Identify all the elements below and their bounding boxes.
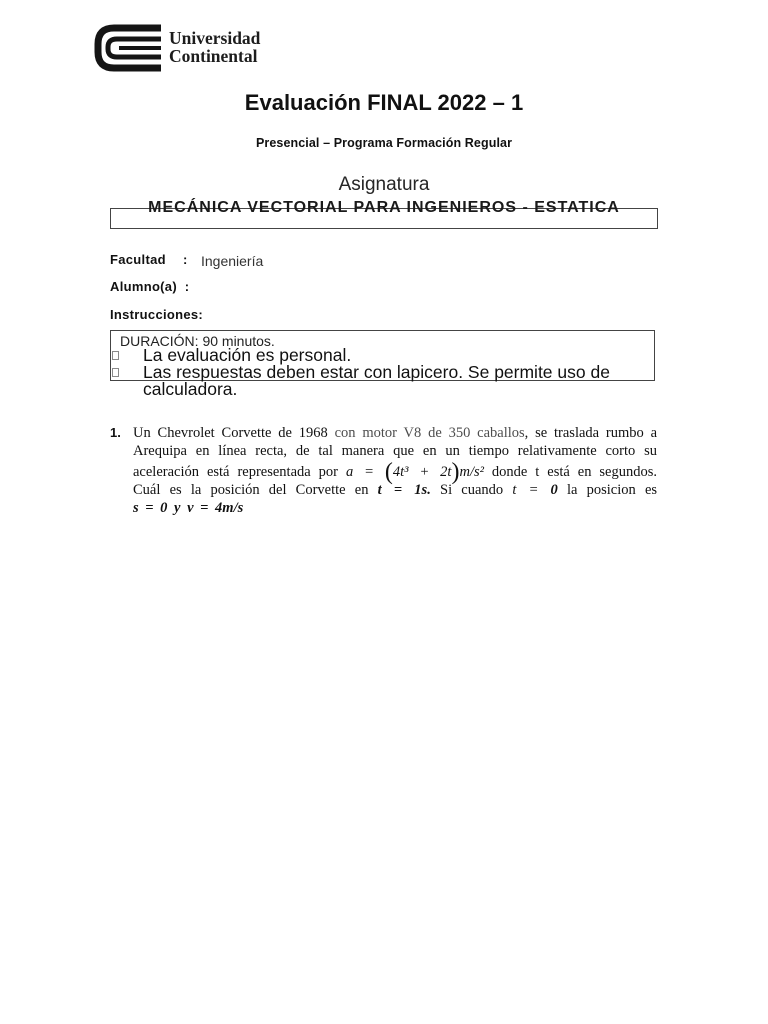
student-label: Alumno(a) : — [110, 279, 190, 294]
question-text-muted: con motor V8 de 350 caballos — [334, 425, 525, 441]
exam-subtitle: Presencial – Programa Formación Regular — [255, 136, 513, 150]
duration-text: DURACIÓN: 90 minutos. — [120, 333, 275, 349]
bullet-box-icon — [112, 368, 119, 377]
question-line-2 — [133, 442, 657, 460]
formula-paren-close: ) — [451, 459, 460, 485]
question-text: Un Chevrolet Corvette de 1968 — [133, 425, 328, 441]
instruction-text: La evaluación es personal. — [143, 345, 352, 365]
university-logo-icon — [94, 24, 162, 72]
faculty-label: Facultad — [110, 252, 166, 267]
question-text: Si cuando — [440, 482, 504, 498]
question-text: Cuál es la posición del Corvette en — [133, 482, 369, 498]
exam-title: Evaluación FINAL 2022 – 1 — [244, 90, 524, 115]
acceleration-formula — [345, 459, 484, 485]
question-text: Arequipa en línea recta, de tal manera que en un tiempo relativamente corto su — [133, 443, 657, 459]
initial-time-formula — [512, 482, 557, 498]
logo-line-continental: Continental — [169, 46, 258, 66]
instructions-label: Instrucciones: — [110, 307, 204, 322]
question-line-1 — [133, 424, 657, 442]
instruction-list — [143, 347, 648, 398]
question-text: aceleración está representada por — [133, 464, 338, 480]
faculty-value: Ingeniería — [201, 253, 264, 269]
question-number: 1. — [110, 425, 121, 440]
question-line-5 — [133, 499, 657, 517]
logo-wordmark — [169, 29, 260, 65]
instruction-item — [143, 364, 648, 398]
initial-conditions-formula: s = 0 y v = 4m/s — [133, 500, 244, 516]
subject-name: MECÁNICA VECTORIAL PARA INGENIEROS - ESTATICA — [148, 199, 620, 216]
formula-lhs: a = — [345, 464, 374, 480]
formula-var: t = — [512, 482, 539, 498]
question-line-4 — [133, 481, 657, 499]
question-text: , se traslada rumbo a — [524, 425, 658, 441]
time-condition-formula: t = 1s. — [377, 482, 431, 498]
subject-label: Asignatura — [338, 174, 430, 195]
instruction-text: Las respuestas deben estar con lapicero. Se permite uso de calculadora. — [143, 362, 610, 399]
formula-paren-open: ( — [384, 459, 393, 485]
question-text: donde t está en segundos. — [491, 464, 657, 480]
bullet-box-icon — [112, 351, 119, 360]
logo-line-university: Universidad — [169, 28, 261, 48]
formula-unit: m/s² — [459, 464, 484, 480]
faculty-colon: : — [183, 252, 188, 267]
formula-value: 0 — [550, 482, 558, 498]
question-line-3 — [133, 459, 657, 485]
formula-inner: 4t³ + 2t — [392, 464, 452, 480]
question-text: la posicion es — [566, 482, 658, 498]
